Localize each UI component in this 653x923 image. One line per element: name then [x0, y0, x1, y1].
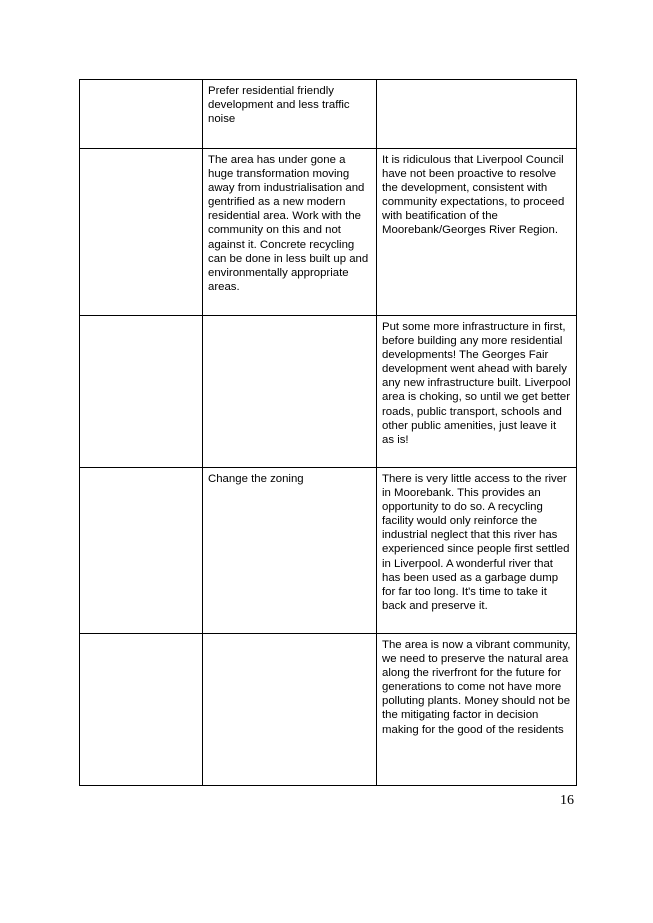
table-row: [80, 634, 577, 786]
table-cell-col1: [80, 149, 203, 316]
table-cell-col1: [80, 634, 203, 786]
table-cell-col3: [377, 634, 577, 786]
cell-text: The area is now a vibrant community, we need to preserve the natural area along the riverfront for the future for generations to come not have more polluting plants. Money should not be the mitigating factor in decision making for the good of the residents: [382, 639, 571, 736]
table-cell-col3: [377, 80, 577, 149]
table-cell-col1: [80, 316, 203, 468]
table-cell-col1: [80, 80, 203, 149]
table-cell-col2: [203, 80, 377, 149]
table-cell-col2: [203, 149, 377, 316]
table-row: [80, 316, 577, 468]
cell-text: The area has under gone a huge transformation moving away from industrialisation and gentrified as a new modern residential area. Work with the community on this and not against it. Concrete recycling can be done in less built up and environmentally appropriate areas.: [208, 154, 369, 293]
table-cell-col2: [203, 468, 377, 634]
table-cell-col3: [377, 149, 577, 316]
page-number: 16: [560, 793, 574, 808]
cell-text: Change the zoning: [208, 473, 304, 485]
table-cell-col3: [377, 316, 577, 468]
cell-text: It is ridiculous that Liverpool Council have not been proactive to resolve the development, consistent with community expectations, to proceed with beatification of the Moorebank/Georges River Region.: [382, 154, 565, 237]
table-cell-col3: [377, 468, 577, 634]
table-cell-col2: [203, 316, 377, 468]
cell-text: Prefer residential friendly development and less traffic noise: [208, 85, 350, 126]
table-row: [80, 80, 577, 149]
table-row: [80, 149, 577, 316]
cell-text: There is very little access to the river in Moorebank. This provides an opportunity to do so. A recycling facility would only reinforce the industrial neglect that this river has experienced since people first settled in Liverpool. A wonderful river that has been used as a garbage dump for far too long. It's time to take it back and preserve it.: [382, 473, 570, 612]
table-cell-col2: [203, 634, 377, 786]
table-cell-col1: [80, 468, 203, 634]
submissions-table: [79, 79, 577, 786]
table-row: [80, 468, 577, 634]
cell-text: Put some more infrastructure in first, before building any more residential developments! The Georges Fair development went ahead with barely any new infrastructure built. Liverpool area is choking, so until we get better roads, public transport, schools and other public amenities, just leave it as is!: [382, 321, 571, 446]
